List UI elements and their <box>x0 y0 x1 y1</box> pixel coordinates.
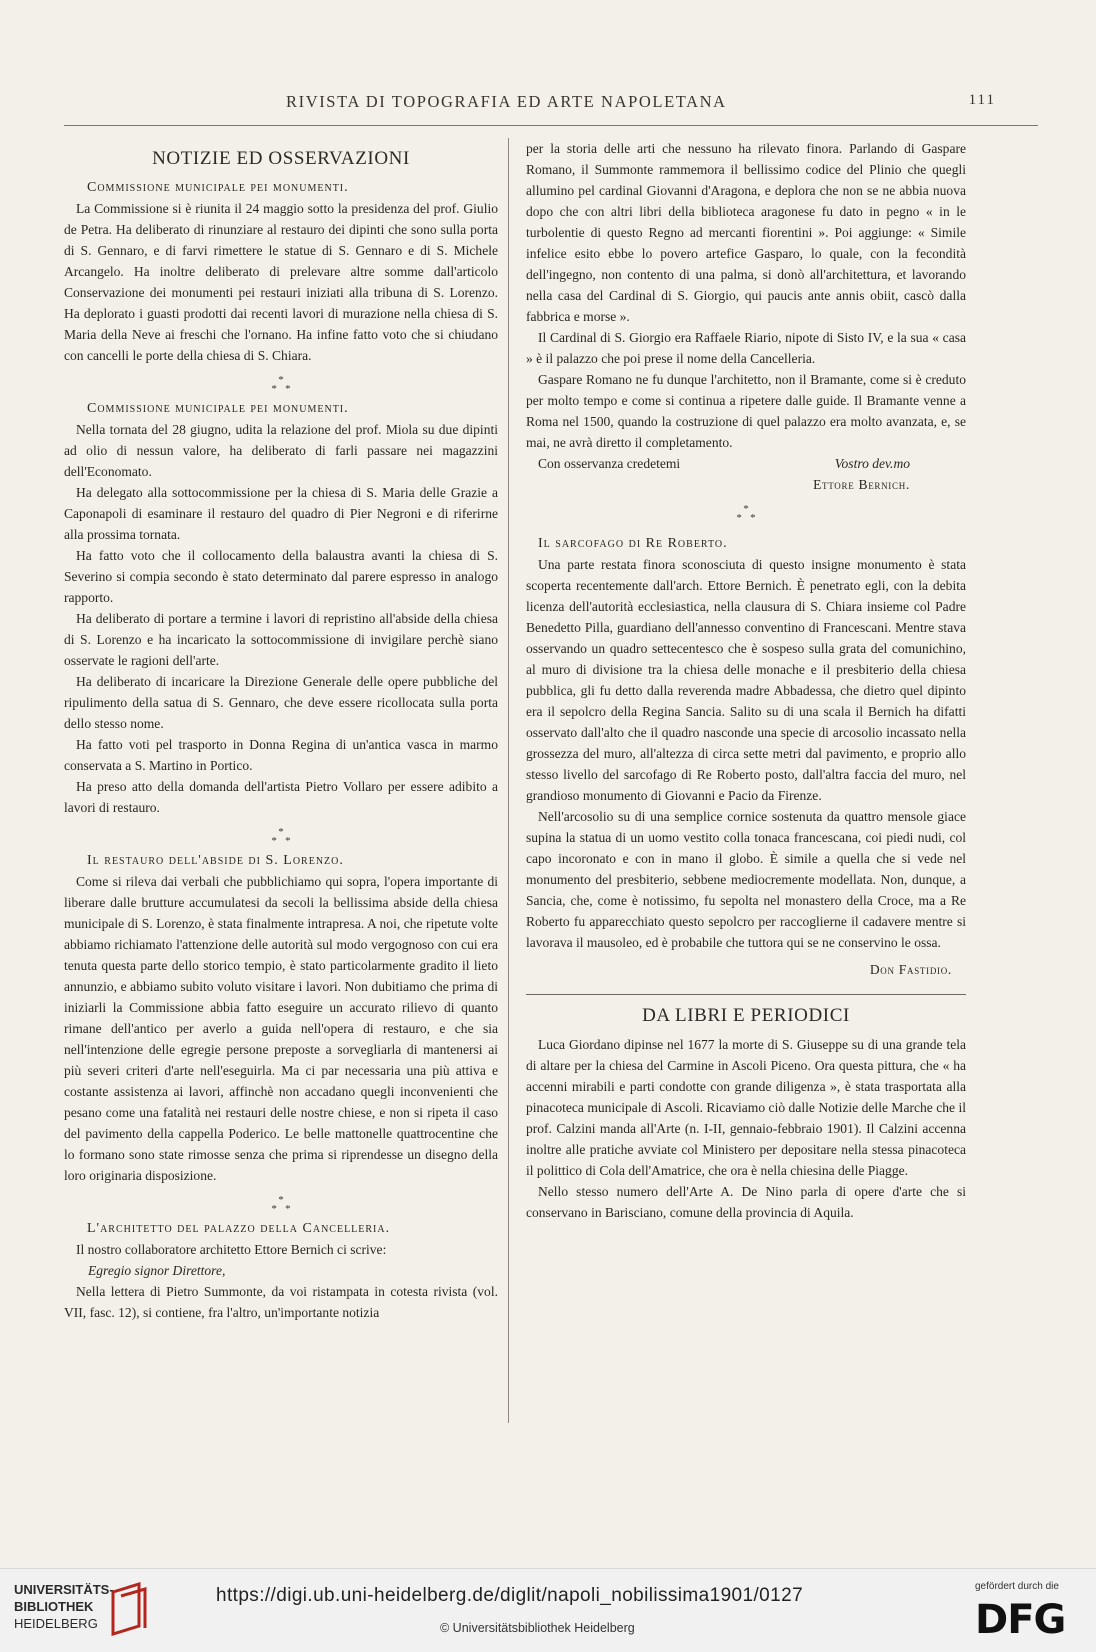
subheading-abside: Il restauro dell'abside di S. Lorenzo. <box>87 853 344 868</box>
paragraph: Gaspare Romano ne fu dunque l'architetto, non il Bramante, come si è creduto per molto tempo e come si continua a ripetere dalle guide. Il Bramante venne a Roma nel 1500, quando la costruzione di quel palazzo era molto avanzata, e, se mai, ne avrà diretto il completamento. <box>526 372 966 450</box>
paragraph: Nella tornata del 28 giugno, udita la relazione del prof. Miola su due dipinti ad olio di nessun valore, ha deliberato di farli passare nei magazzini dell'Economato. <box>64 422 498 479</box>
asterism-star: * <box>278 826 284 838</box>
author-signature: Don Fastidio. <box>869 962 952 977</box>
letter-closing <box>526 453 966 474</box>
copyright-notice: © Universitätsbibliothek Heidelberg <box>440 1621 635 1635</box>
paragraph: Il nostro collaboratore architetto Ettore Bernich ci scrive: <box>76 1242 387 1257</box>
column-divider <box>508 138 509 1423</box>
asterism-star: * <box>285 1203 291 1215</box>
section-title-notizie: NOTIZIE ED OSSERVAZIONI <box>152 148 410 169</box>
subheading-sarcofago: Il sarcofago di Re Roberto. <box>538 536 728 551</box>
library-logo[interactable] <box>14 1581 114 1632</box>
paragraph: per la storia delle arti che nessuno ha rilevato finora. Parlando di Gaspare Romano, il Summonte rammemora il bellissimo codice del Plinio che quegli allumino pel cardinal Giovanni d'Aragona, e deplora che non se ne abbia nuova dopo che con altri libri della biblioteca aragonese fu dato in pegno « in le turbolentie di questo Regno ad mercanti fiorentini ». Poi aggiunge: « Simile infelice esito ebbe lo povero artefice Gasparo, lo quale, con la fecondità dell'ingegno, non contento di una palma, si donò all'architettura, et lavorando nella casa del Cardinal di S. Giorgio, qui paucis ante annis obiit, cascò dalla fabbrica e morse ». <box>526 141 966 324</box>
letter-salutation: Egregio signor Direttore, <box>88 1263 226 1278</box>
permalink-url[interactable]: https://digi.ub.uni-heidelberg.de/diglit/napoli_nobilissima1901/0127 <box>216 1585 804 1606</box>
right-column <box>526 138 966 1223</box>
asterism-star: * <box>278 1194 284 1206</box>
paragraph: Nell'arcosolio su di una semplice cornice sostenuta da quattro mensole giace supina la statua di un uomo vestito colla tonaca francescana, coi piedi nudi, col capo incoronato e con in mano il globo. È simile a quella che si vede nel monumento del presbiterio, sebbene mediocremente modellata. Non, dunque, a Sancia, che, come è notissimo, fu sepolta nel monastero della Croce, ma a Re Roberto fu apparecchiato questo sepolcro per raccoglierne il cadavere mentre si lavorava il mausoleo, ed è probabile che tuttora qui se ne conservino le ossa. <box>526 809 966 950</box>
page-number: 111 <box>968 92 996 108</box>
logo-text-line: HEIDELBERG <box>14 1616 98 1631</box>
subheading-cancelleria: L'architetto del palazzo della Cancelleria. <box>87 1221 391 1236</box>
paragraph: La Commissione si è riunita il 24 maggio sotto la presidenza del prof. Giulio de Petra. Ha deliberato di rinunziare al restauro dei dipinti che sono sulla porta di S. Gennaro, e di farvi rimettere le statue di S. Gennaro e di S. Michele Arcangelo. Ha inoltre deliberato di prelevare altre somme dall'articolo Conservazione dei monumenti pei restauri iniziati alla tribuna di S. Lorenzo. Ha deplorato i guasti prodotti dai recenti lavori di murazione nella chiesa di S. Maria della Neve ai freschi che l'ornano. Ha infine fatto voto che si chiudano con cancelli le porte della chiesa di S. Chiara. <box>64 201 498 363</box>
paragraph: Nello stesso numero dell'Arte A. De Nino parla di opere d'arte che si conservano in Barisciano, comune della provincia di Aquila. <box>526 1184 966 1220</box>
logo-text-line: UNIVERSITÄTS- <box>14 1582 114 1597</box>
asterism-divider <box>526 505 966 523</box>
paragraph: Ha delegato alla sottocommissione per la chiesa di S. Maria delle Grazie a Caponapoli di esaminare il restauro del quadro di Pier Negroni e di riferirne alla prossima tornata. <box>64 485 498 542</box>
dfg-logo[interactable]: DFG <box>975 1597 1066 1643</box>
paragraph: Come si rileva dai verbali che pubblichiamo qui sopra, l'opera importante di liberare dalle brutture accumulatesi da secoli la bellissima abside della chiesa municipale di S. Lorenzo, è stata finalmente intrapresa. A noi, che ripetute volte abbiamo richiamato l'attenzione delle autorità sul modo vergognoso con cui era tenuta questa parte dello storico tempio, è stato particolarmente gradito il lieto annunzio, e abbiamo subito voluto visitare i lavori. Non dubitiamo che prima di iniziarli la Commissione abbia fatto eseguire un accurato rilievo di quanto rimane dell'antico per averlo a guida nell'opera di restauro, e che sia nell'intenzione delle egregie persone preposte a sorvegliarla di mantenersi ai più severi criteri d'arte nell'eseguirla. Ma ci par necessaria una più attiva e costante assistenza ai lavori, affinchè non accadano quegli inconvenienti che pesano come una fatalità nei restauri delle nostre chiese, e non si ripeta il caso del pavimento della cappella Poderico. Le belle mattonelle quattrocentine che lo formano sono state rimosse senza che prima si riprendesse un disegno della loro originaria disposizione. <box>64 874 498 1183</box>
asterism-divider <box>64 828 498 846</box>
library-emblem-icon <box>109 1582 149 1636</box>
viewer-footer <box>0 1568 1096 1652</box>
asterism-star: * <box>278 374 284 386</box>
asterism-divider <box>64 376 498 394</box>
left-column <box>64 138 498 1323</box>
paragraph: Luca Giordano dipinse nel 1677 la morte di S. Giuseppe su di una grande tela di altare per la chiesa del Carmine in Ascoli Piceno. Ora questa pittura, che « ha accenni mirabili e parti condotte con grande diligenza », è stata trasportata alla pinacoteca municipale di Ascoli. Ricaviamo ciò dalle Notizie delle Marche che il prof. Calzini manda all'Arte (n. I-II, gennaio-febbraio 1901). Il Calzini accenna inoltre alle pratiche avviate col Ministero per depositare nella stessa pinacoteca il polittico di Cola dell'Amatrice, che ora è nella chiesina delle Piagge. <box>526 1037 966 1178</box>
subheading-commissione-2: Commissione municipale pei monumenti. <box>87 401 349 416</box>
header-rule <box>64 125 1038 126</box>
closing-courtesy: Vostro dev.mo <box>834 456 910 471</box>
closing-formula: Con osservanza credetemi <box>538 456 681 471</box>
paragraph: Una parte restata finora sconosciuta di questo insigne monumento è stata scoperta recentemente dall'arch. Ettore Bernich. È penetrato egli, con la debita licenza dell'autorità ecclesiastica, nella clausura di S. Chiara insieme col Padre Benedetto Pilla, guardiano dell'annesso conventino di Francescani. Mentre stava osservando un quadro settecentesco che è sospeso sulla grata del comunichino, al muro di divisione tra la chiesa delle monache e il presbiterio della chiesa pubblica, gli fu detto dalla reverenda madre Abbadessa, che dietro quel dipinto era il sepolcro della Regina Sancia. Salito su di una scala il Bernich ha difatti osservato dall'alto che il quadro nasconde una specie di arcosolio incassato nella grossezza del muro, all'altezza di circa sette metri dal pavimento, e proprio allo stesso livello del sarcofago di Re Roberto posto, dall'altra faccia del muro, nel grandioso monumento di Giovanni e Pacio da Firenze. <box>526 557 966 803</box>
asterism-divider <box>64 1196 498 1214</box>
asterism-star: * <box>750 512 756 524</box>
asterism-star: * <box>271 383 277 395</box>
asterism-star: * <box>743 503 749 515</box>
paragraph: Ha deliberato di portare a termine i lavori di repristino all'abside della chiesa di S. Lorenzo e ha incaricato la sottocommissione di invigilare perchè siano osservate le ragioni dell'arte. <box>64 611 498 668</box>
paragraph: Il Cardinal di S. Giorgio era Raffaele Riario, nipote di Sisto IV, e la sua « casa » è il palazzo che poi prese il nome della Cancelleria. <box>526 330 966 366</box>
asterism-star: * <box>271 835 277 847</box>
section-rule <box>526 994 966 995</box>
letter-signature: Ettore Bernich. <box>813 477 910 492</box>
paragraph: Ha fatto voti pel trasporto in Donna Regina di un'antica vasca in marmo conservata a S. Martino in Portico. <box>64 737 498 773</box>
funding-note: gefördert durch die <box>975 1581 1059 1592</box>
journal-title: RIVISTA DI TOPOGRAFIA ED ARTE NAPOLETANA <box>286 92 727 111</box>
paragraph: Nella lettera di Pietro Summonte, da voi ristampata in cotesta rivista (vol. VII, fasc. 12), si contiene, fra l'altro, un'importante notizia <box>64 1284 498 1320</box>
logo-text-line: BIBLIOTHEK <box>14 1599 94 1614</box>
section-title-libri: DA LIBRI E PERIODICI <box>642 1005 850 1026</box>
paragraph: Ha preso atto della domanda dell'artista Pietro Vollaro per essere adibito a lavori di restauro. <box>64 779 498 815</box>
asterism-star: * <box>736 512 742 524</box>
subheading-commissione-1: Commissione municipale pei monumenti. <box>87 180 349 195</box>
asterism-star: * <box>285 835 291 847</box>
paragraph: Ha deliberato di incaricare la Direzione Generale delle opere pubbliche del ripulimento della satua di S. Gennaro, che deve essere ricollocata sulla porta dello stesso nome. <box>64 674 498 731</box>
paragraph: Ha fatto voto che il collocamento della balaustra avanti la chiesa di S. Severino si compia secondo è stato determinato dal parere espresso in analogo rapporto. <box>64 548 498 605</box>
asterism-star: * <box>285 383 291 395</box>
asterism-star: * <box>271 1203 277 1215</box>
